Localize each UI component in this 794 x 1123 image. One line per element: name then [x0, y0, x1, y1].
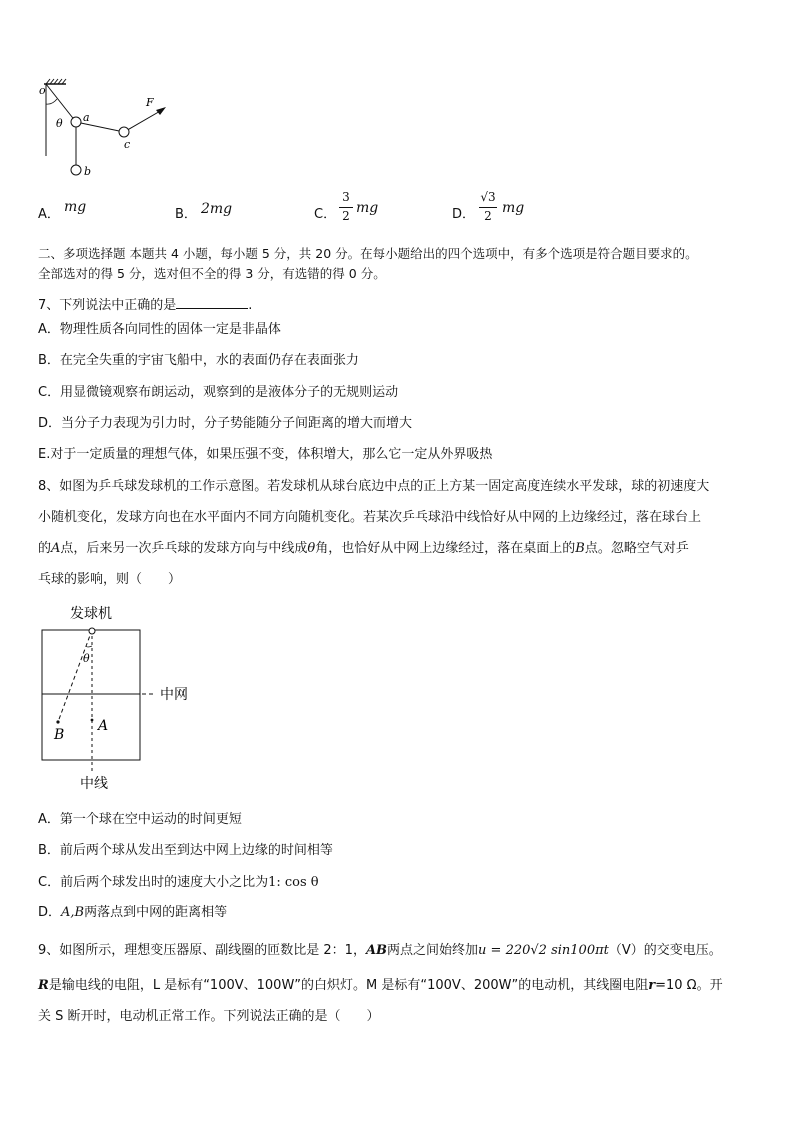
centerline-label: 中线 [80, 776, 108, 792]
q9-line1: 9、如图所示，理想变压器原、副线圈的匝数比是 2：1，AB两点之间始终加u = 220√2 sin100πt（V）的交变电压。 [38, 943, 722, 958]
label-b: b [84, 165, 92, 178]
q8-option-a: A．第一个球在空中运动的时间更短 [38, 812, 242, 827]
section2-line1: 二、多项选择题 本题共 4 小题，每小题 5 分，共 20 分。在每小题给出的四个选项中，有多个选项是符合题目要求的。 [38, 246, 698, 261]
label-theta: θ [56, 117, 63, 130]
section2-line2: 全部选对的得 5 分，选对但不全的得 3 分，有选错的得 0 分。 [38, 266, 386, 281]
label-a: a [83, 111, 90, 124]
ping-pong-launcher-diagram [38, 602, 208, 792]
q8-line1: 8、如图为乒乓球发球机的工作示意图。若发球机从球台底边中点的正上方某一固定高度连续水平发球，球的初速度大 [38, 479, 710, 494]
q7-option-c: C．用显微镜观察布朗运动，观察到的是液体分子的无规则运动 [38, 385, 399, 400]
answer-blank[interactable] [176, 296, 248, 309]
q8-line3: 的A点，后来另一次乒乓球的发球方向与中线成θ角，也恰好从中网上边缘经过，落在桌面上的B点。忽略空气对乒 [38, 541, 689, 556]
q7-option-a: A．物理性质各向同性的固体一定是非晶体 [38, 322, 281, 337]
q7-stem: 7、下列说法中正确的是 . [38, 298, 253, 313]
q7-option-d: D．当分子力表现为引力时，分子势能随分子间距离的增大而增大 [38, 416, 413, 431]
q9-line2: R是输电线的电阻，L 是标有“100V、100W”的白炽灯。M 是标有“100V、200W”的电动机，其线圈电阻r=10 Ω。开 [38, 978, 723, 993]
q8-line2: 小随机变化，发球方向也在水平面内不同方向随机变化。若某次乒乓球沿中线恰好从中网的上边缘经过，落在球台上 [38, 510, 702, 525]
q6-options: A． mg B． 2mg C． 3 2 mg D． √3 2 mg [38, 190, 525, 223]
label-o: o [39, 84, 46, 97]
label-c: c [124, 138, 131, 151]
q8-option-c: C．前后两个球发出时的速度大小之比为1: cos θ [38, 875, 319, 890]
q9-line3: 关 S 断开时，电动机正常工作。下列说法正确的是（ ） [38, 1009, 380, 1024]
q8-line4: 乓球的影响，则（ ） [38, 572, 182, 587]
q8-option-b: B．前后两个球从发出至到达中网上边缘的时间相等 [38, 843, 333, 858]
q7-option-b: B．在完全失重的宇宙飞船中，水的表面仍存在表面张力 [38, 353, 359, 368]
label-F: F [146, 96, 154, 109]
theta-label: θ [83, 652, 90, 665]
q7-option-e: E.对于一定质量的理想气体，如果压强不变，体积增大，那么它一定从外界吸热 [38, 447, 493, 462]
rope-force-diagram [30, 78, 230, 188]
q8-option-d: D．A,B两落点到中网的距离相等 [38, 905, 228, 920]
net-label: 中网 [160, 687, 188, 703]
point-B-label: B [54, 727, 65, 743]
point-A-label: A [98, 718, 109, 734]
launcher-label: 发球机 [70, 606, 112, 622]
